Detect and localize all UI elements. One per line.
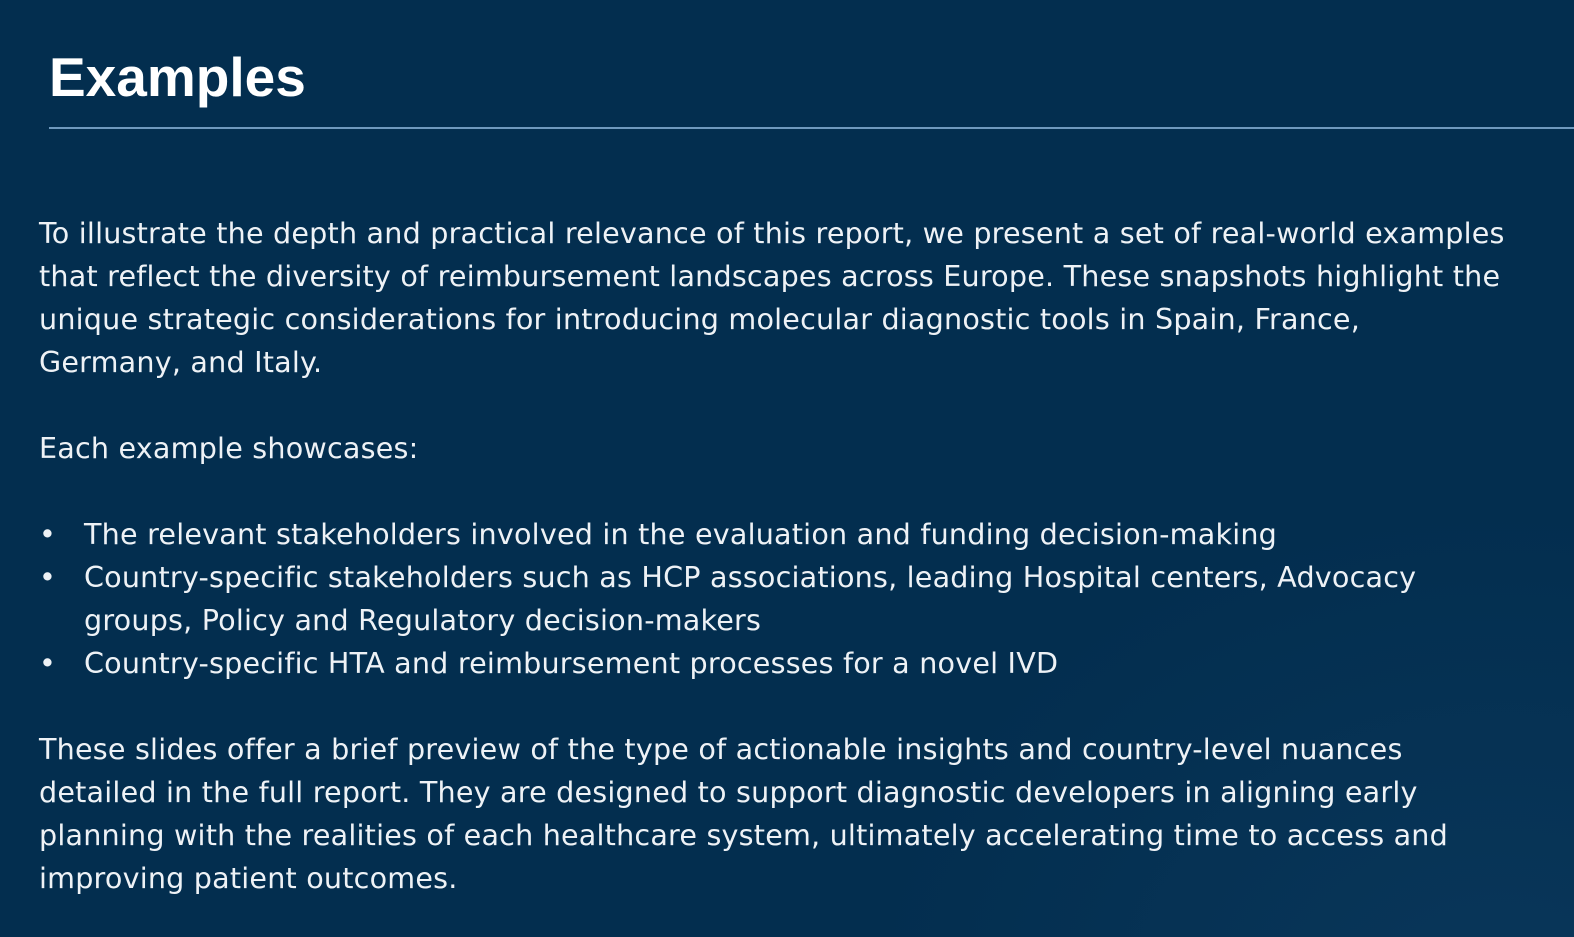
bullet-item bbox=[39, 513, 1509, 556]
lead-in-text: Each example showcases: bbox=[39, 431, 419, 465]
intro-paragraph: To illustrate the depth and practical relevance of this report, we present a set of real-world examples that reflect the diversity of reimbursement landscapes across Europe. These snapshots highlight the unique strategic considerations for introducing molecular diagnostic tools in Spain, France, Germany, and Italy. bbox=[39, 216, 1505, 379]
title-divider bbox=[49, 127, 1574, 129]
bullet-text: Country-specific HTA and reimbursement processes for a novel IVD bbox=[84, 646, 1059, 680]
bullet-text: The relevant stakeholders involved in the evaluation and funding decision-making bbox=[84, 517, 1278, 551]
bullet-icon: • bbox=[39, 517, 57, 551]
bullet-text: Country-specific stakeholders such as HCP associations, leading Hospital centers, Advocacy groups, Policy and Regulatory decision-makers bbox=[84, 560, 1417, 637]
bullet-icon: • bbox=[39, 560, 57, 594]
slide-title: Examples bbox=[49, 46, 306, 108]
slide-body bbox=[39, 212, 1509, 900]
closing-paragraph: These slides offer a brief preview of the type of actionable insights and country-level nuances detailed in the full report. They are designed to support diagnostic developers in aligning early planning with the realities of each healthcare system, ultimately accelerating time to access and improving patient outcomes. bbox=[39, 732, 1448, 895]
bullet-icon: • bbox=[39, 646, 57, 680]
bullet-item bbox=[39, 556, 1509, 642]
bullet-list bbox=[39, 513, 1509, 685]
bullet-item bbox=[39, 642, 1509, 685]
